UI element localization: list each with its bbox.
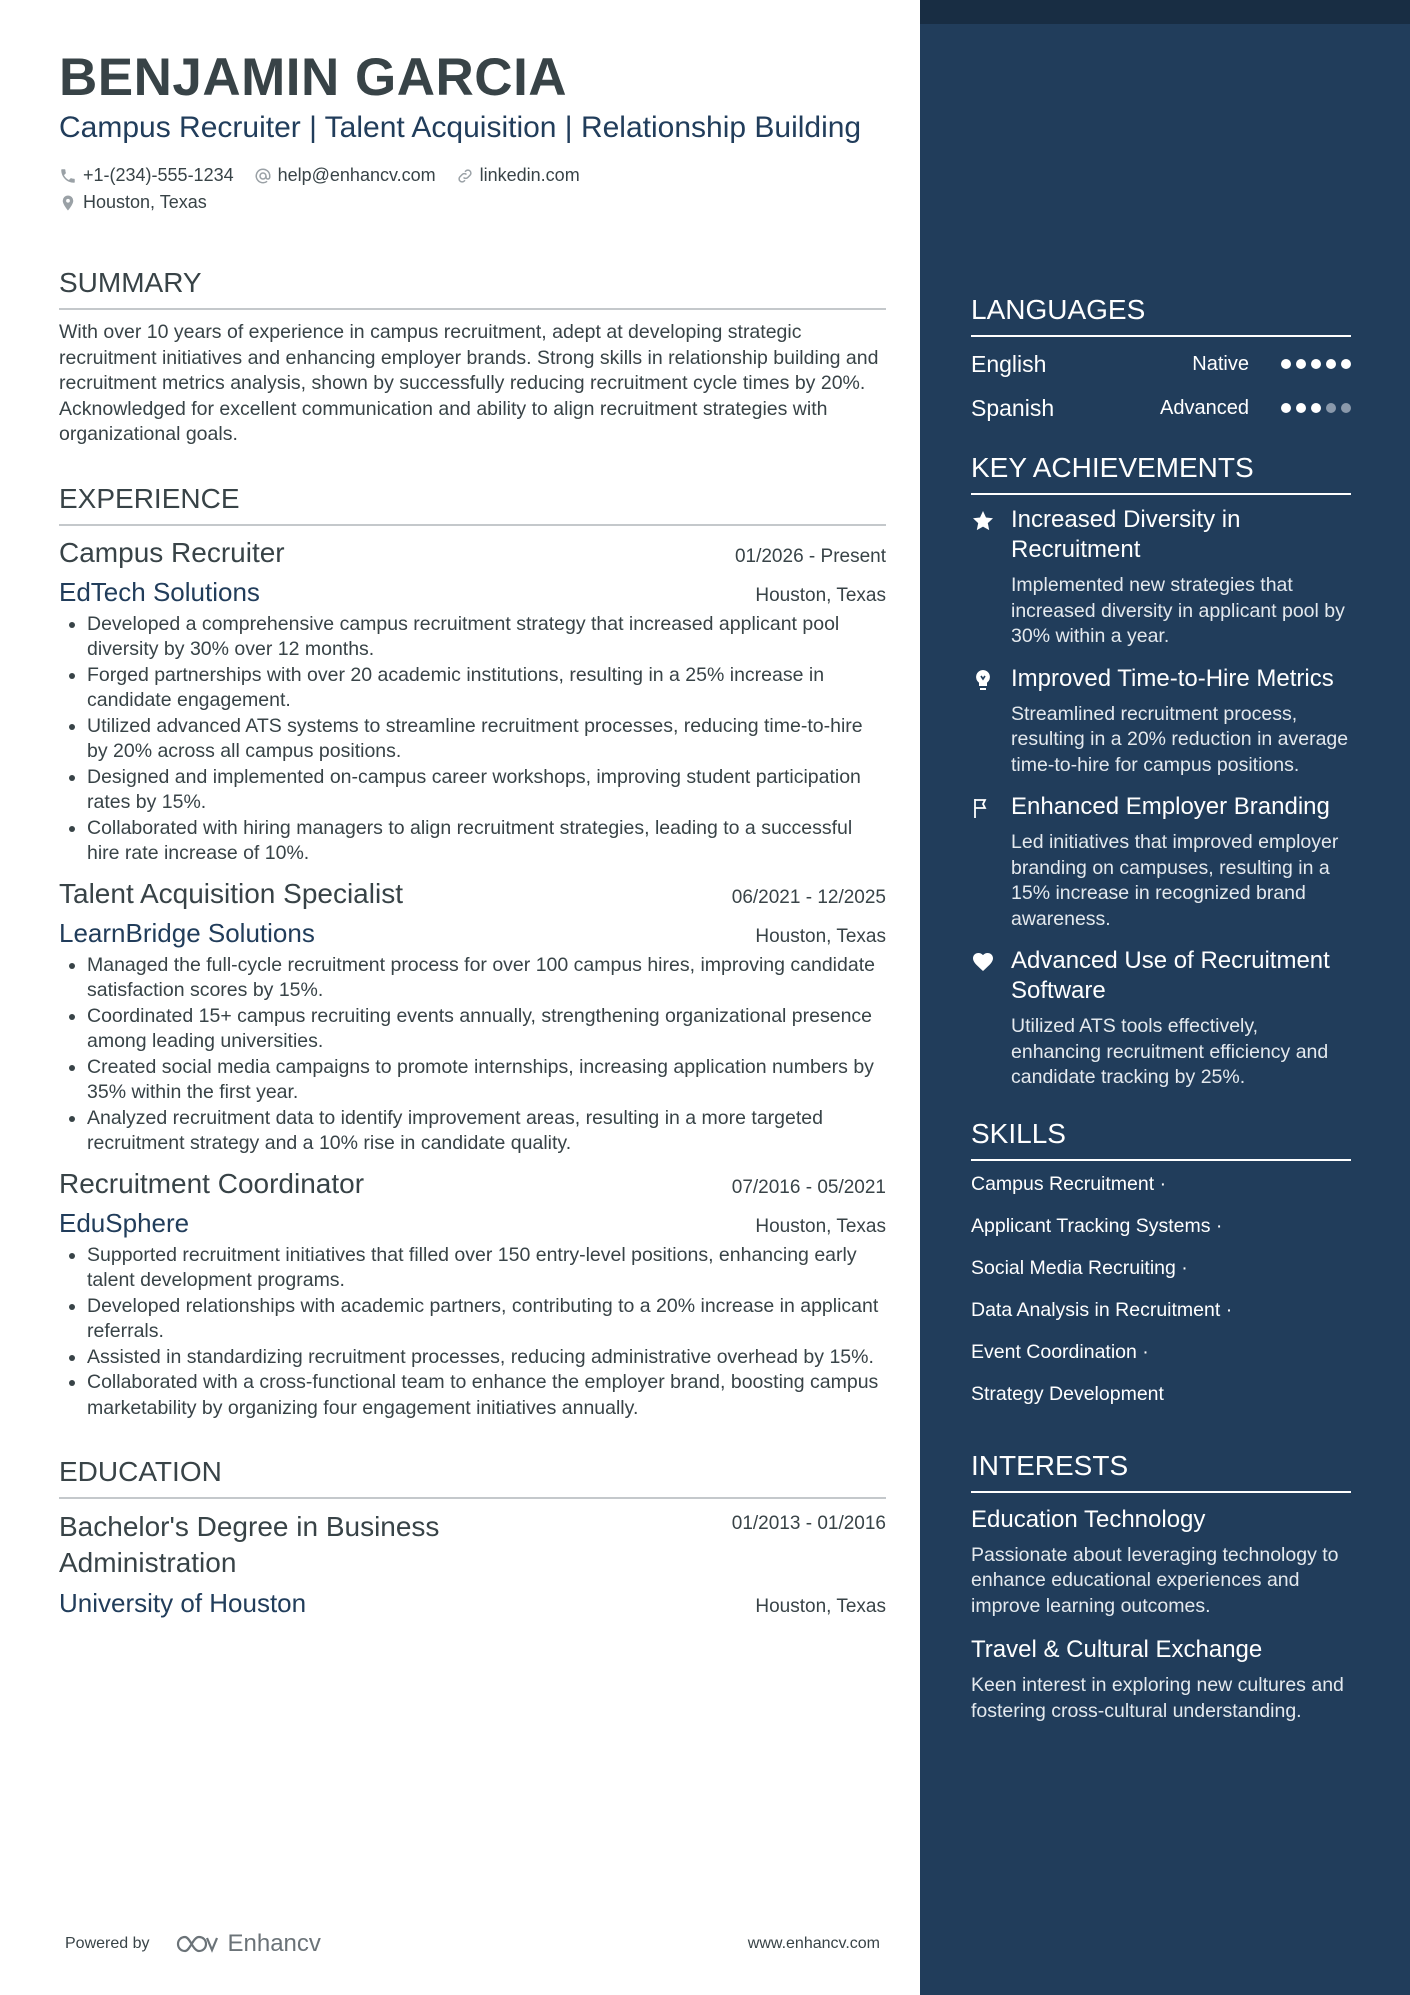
school-name: University of Houston (59, 1588, 307, 1618)
job-entry (59, 877, 886, 1157)
proficiency-dots (1281, 403, 1351, 413)
phone-contact[interactable] (59, 162, 234, 189)
heart-icon (971, 950, 995, 974)
dot (1326, 403, 1336, 413)
dot (1296, 359, 1306, 369)
location-pin-icon (59, 194, 77, 212)
job-location: Houston, Texas (755, 584, 886, 606)
website-link[interactable]: www.enhancv.com (747, 1935, 880, 1952)
bullet: • Supported recruitment initiatives that filled over 150 entry-level positions, enhancing early talent development programs. (87, 1243, 886, 1294)
sidebar-top-bar (920, 0, 1410, 24)
dot (1311, 403, 1321, 413)
skills-list (971, 1171, 1351, 1407)
job-company: LearnBridge Solutions (59, 917, 315, 948)
bullet: • Analyzed recruitment data to identify improvement areas, resulting in a more targeted recruitment strategy and a 10% rise in candidate quality. (87, 1106, 886, 1157)
star-icon (971, 509, 995, 533)
language-level: Native (1192, 352, 1249, 375)
job-date: 06/2021 - 12/2025 (731, 886, 886, 908)
job-date: 07/2016 - 05/2021 (731, 1176, 886, 1198)
skill-item: Social Media Recruiting · (971, 1256, 1188, 1279)
achievement-title: Advanced Use of Recruitment Software (1011, 947, 1330, 1004)
job-bullets (59, 1243, 886, 1422)
sidebar (920, 0, 1410, 1995)
summary-text: With over 10 years of experience in campus recruitment, adept at developing strategic recruitment initiatives and enhancing employer brands. Strong skills in relationship building and recruitment metrics analysis, shown by successfully reducing recruitment cycle times by 20%. Acknowledged for excellent communication and ability to align recruitment strategies with organizational goals. (59, 321, 879, 445)
job-company: EdTech Solutions (59, 576, 260, 607)
bullet: • Forged partnerships with over 20 academic institutions, resulting in a 25% increase in candidate engagement. (87, 663, 886, 714)
achievement-title: Increased Diversity in Recruitment (1011, 506, 1241, 563)
brand-name: Enhancv (227, 1930, 321, 1957)
bullet: • Developed a comprehensive campus recruitment strategy that increased applicant pool diversity by 30% over 12 months. (87, 612, 886, 663)
job-location: Houston, Texas (755, 1215, 886, 1237)
bullet: • Created social media campaigns to promote internships, increasing application numbers by 35% within the first year. (87, 1055, 886, 1106)
job-entry (59, 536, 886, 867)
education-entry (59, 1509, 886, 1619)
interest-title: Travel & Cultural Exchange (971, 1636, 1263, 1663)
bullet: • Developed relationships with academic partners, contributing to a 20% increase in applicant referrals. (87, 1294, 886, 1345)
enhancv-logo-icon (174, 1932, 220, 1956)
dot (1341, 359, 1351, 369)
flag-icon (971, 796, 995, 820)
bullet: • Managed the full-cycle recruitment process for over 100 campus hires, improving candidate satisfaction scores by 15%. (87, 953, 886, 1004)
email-contact[interactable] (254, 162, 436, 189)
skill-item: Applicant Tracking Systems · (971, 1214, 1223, 1237)
at-icon (254, 167, 272, 185)
phone-text: +1-(234)-555-1234 (83, 165, 234, 185)
skills-heading: SKILLS (971, 1117, 1351, 1161)
bullet: • Assisted in standardizing recruitment processes, reducing administrative overhead by 15%. (87, 1345, 886, 1371)
interests-heading: INTERESTS (971, 1449, 1351, 1493)
achievement-item (971, 792, 1351, 932)
bullet: • Utilized advanced ATS systems to streamline recruitment processes, reducing time-to-hire by 20% across all campus positions. (87, 714, 886, 765)
powered-by-label: Powered by (65, 1935, 150, 1952)
interest-title: Education Technology (971, 1505, 1206, 1533)
job-entry (59, 1167, 886, 1422)
dot (1296, 403, 1306, 413)
job-location: Houston, Texas (755, 925, 886, 947)
dot (1311, 359, 1321, 369)
languages-heading: LANGUAGES (971, 293, 1351, 337)
brand-logo[interactable] (174, 1930, 321, 1958)
link-icon (456, 167, 474, 185)
achievement-desc: Led initiatives that improved employer branding on campuses, resulting in a 15% increase in recognized brand awareness. (1011, 831, 1339, 930)
skill-item: Strategy Development (971, 1382, 1164, 1405)
job-bullets (59, 953, 886, 1157)
achievement-desc: Streamlined recruitment process, resulting in a 20% reduction in average time-to-hire for campus positions. (1011, 702, 1349, 776)
achievement-item (971, 664, 1351, 779)
linkedin-text: linkedin.com (479, 165, 580, 185)
candidate-name: BENJAMIN GARCIA (59, 48, 568, 107)
skill-item: Campus Recruitment · (971, 1172, 1167, 1195)
dot (1281, 359, 1291, 369)
job-bullets (59, 612, 886, 867)
footer (65, 1930, 880, 1958)
job-title: Talent Acquisition Specialist (59, 877, 403, 909)
degree-title: Bachelor's Degree in Business Administration (59, 1511, 440, 1578)
education-date: 01/2013 - 01/2016 (731, 1513, 886, 1534)
proficiency-dots (1281, 359, 1351, 369)
dot (1326, 359, 1336, 369)
bullet: • Designed and implemented on-campus career workshops, improving student participation rates by 15%. (87, 765, 886, 816)
education-heading: EDUCATION (59, 1455, 886, 1499)
phone-icon (59, 167, 77, 185)
dot (1281, 403, 1291, 413)
achievement-item (971, 946, 1351, 1091)
achievements-heading: KEY ACHIEVEMENTS (971, 451, 1351, 495)
bullet: • Collaborated with hiring managers to align recruitment strategies, leading to a successful hire rate increase of 10%. (87, 816, 886, 867)
achievement-title: Enhanced Employer Branding (1011, 793, 1330, 820)
bullet: • Coordinated 15+ campus recruiting events annually, strengthening organizational presence among leading universities. (87, 1004, 886, 1055)
language-item (971, 347, 1351, 381)
language-item (971, 391, 1351, 425)
achievement-desc: Implemented new strategies that increased diversity in applicant pool by 30% within a year. (1011, 574, 1345, 647)
headline: Campus Recruiter | Talent Acquisition | Relationship Building (59, 111, 862, 144)
job-date: 01/2026 - Present (734, 545, 886, 567)
summary-heading: SUMMARY (59, 266, 886, 310)
job-title: Recruitment Coordinator (59, 1167, 365, 1199)
bullet: • Collaborated with a cross-functional team to enhance the employer brand, boosting campus marketability by organizing four engagement initiatives annually. (87, 1370, 886, 1421)
linkedin-contact[interactable] (456, 162, 580, 189)
experience-heading: EXPERIENCE (59, 482, 886, 526)
contact-info (59, 162, 886, 216)
dot (1341, 403, 1351, 413)
language-name: Spanish (971, 394, 1055, 421)
location-contact (59, 189, 207, 216)
achievement-item (971, 505, 1351, 650)
achievement-title: Improved Time-to-Hire Metrics (1011, 664, 1334, 692)
skill-item: Event Coordination · (971, 1340, 1149, 1363)
location-text: Houston, Texas (83, 192, 207, 212)
lightbulb-icon (971, 668, 995, 692)
job-title: Campus Recruiter (59, 536, 285, 568)
language-name: English (971, 350, 1047, 377)
school-location: Houston, Texas (755, 1596, 886, 1617)
interest-desc: Keen interest in exploring new cultures and fostering cross-cultural understanding. (971, 1674, 1344, 1722)
email-text: help@enhancv.com (277, 165, 436, 185)
interest-desc: Passionate about leveraging technology to enhance educational experiences and improve learning outcomes. (971, 1543, 1339, 1617)
achievement-desc: Utilized ATS tools effectively, enhancing recruitment efficiency and candidate tracking by 25%. (1011, 1015, 1329, 1088)
job-company: EduSphere (59, 1207, 190, 1238)
language-level: Advanced (1160, 396, 1249, 419)
skill-item: Data Analysis in Recruitment · (971, 1298, 1233, 1321)
